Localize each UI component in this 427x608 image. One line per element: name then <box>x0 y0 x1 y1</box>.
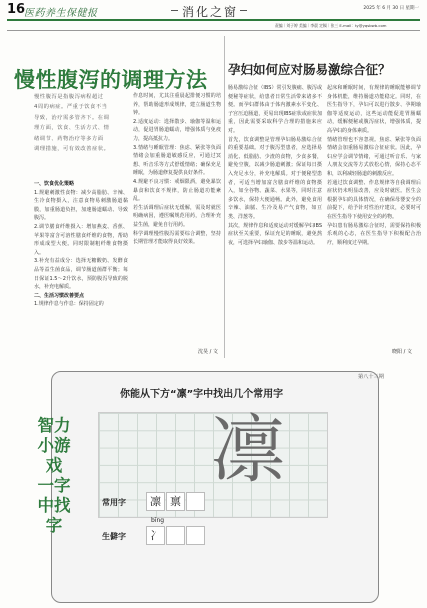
editors-line: 责编｜刘子婷 美编｜李晨 定稿｜张三 E-mail：ty@yqsbwb.com <box>275 23 387 28</box>
left-article-col1 <box>34 180 128 355</box>
paragraph: 情绪管理也不容忽视。焦虑、紧张等负面情绪会加重肠易激综合征症状。因此，孕妇应学会调节情绪，可通过听音乐、与家人朋友交流等方式放松心情，保持心态平和，以利减轻肠道的刺激反应。 <box>327 136 421 177</box>
subheading: 一、饮食优化策略 <box>34 181 75 187</box>
deck-line: 慢性腹泻是指腹泻病程超过 <box>34 94 104 100</box>
common-chars-label: 常用字 <box>102 498 126 507</box>
paragraph: 科学调理慢性腹泻需要综合调整，坚持长期管理才能取得良好效果。 <box>133 230 221 246</box>
paragraph: 若生活调理后症状无缓解，需及时就医明确病因，遵医嘱规范用药，合理补充益生菌，避免自行用药。 <box>133 204 221 228</box>
paragraph: 首先，饮食调整是管理孕妇肠易激综合征的重要基础。对于腹泻型患者，应选择易消化、低脂肪、少渣的食物，少食多餐，避免空腹，以减少肠道刺激；保证每日摄入充足水分，补充电解质。对于便秘型患者，可适当增加富含膳食纤维的食物摄入，如全谷物、蔬菜、水果等，同时注意多饮水，保持大便通畅。此外，避免食用辛辣、油腻、生冷及易产气食物，如豆类、洋葱等。 <box>228 136 322 220</box>
deck-line: 绪调节、药物治疗等多方面 <box>34 135 104 142</box>
puzzle-episode: 第八十三期 <box>358 374 384 380</box>
header-subrule <box>7 30 420 31</box>
paragraph: 1.规避刺激性食物：减少高脂肪、辛辣、生冷食物摄入，注意食物易刺激肠道黏膜，加重肠道负担，加速肠道蠕动、导致腹泻。 <box>34 189 128 222</box>
right-article-author: 晓阳 / 文 <box>392 349 412 355</box>
pinyin-hint: bīng <box>151 517 165 524</box>
left-article-title: 慢性腹泻的调理方法 <box>14 67 208 92</box>
header-rule <box>7 19 420 21</box>
puzzle-title: 智力小游戏 一字中找字 <box>37 416 71 535</box>
answer-cell[interactable]: 凛 <box>146 492 165 511</box>
puzzle-prompt: 你能从下方“凛”字中找出几个常用字 <box>120 389 284 400</box>
paragraph: 3.补充有益成分：选择无糖酸奶、发酵食品等益生菌食品，调节肠道菌群平衡；每日保证1.5～2升饮水，预防腹泻导致的脱水，补充电解质。 <box>34 258 128 291</box>
puzzle-big-character: 凛 <box>211 407 285 493</box>
right-article-col2 <box>327 84 421 346</box>
blank-cell[interactable] <box>166 526 185 545</box>
right-article-title: 孕妇如何应对肠易激综合征？ <box>228 62 391 77</box>
right-article-col1 <box>228 84 322 356</box>
rare-chars-label: 生僻字 <box>102 532 126 541</box>
subheading: 二、生活习惯改善要点 <box>34 292 85 299</box>
paragraph: 作息时间，尤其注重晨起排便习惯的培养，帮助肠道形成规律，建立肠道生物钟。 <box>133 93 221 117</box>
paragraph: 1.规律作息与作息：保持固定的 <box>34 301 104 308</box>
blank-cell[interactable] <box>186 492 205 511</box>
issue-date: 2025 年 6 月 30 日 星期一 <box>363 6 419 11</box>
paragraph: 4.规避不良习惯：戒烟限酒，避免暴饮暴食和饮食不规律，防止肠道功能紊乱。 <box>133 178 221 203</box>
blank-cell[interactable] <box>186 526 205 545</box>
paragraph: 3.情绪与睡眠管理：焦虑、紧张等负面情绪会加重肠道敏感反应，可通过冥想、听音乐等方式舒缓情绪；确保充足睡眠，为肠道修复提供良好条件。 <box>133 144 221 177</box>
paragraph: 其次，规律作息和适度运动对缓解孕妇IBS症状至关重要，保证充足的睡眠，避免熬夜，可选择孕妇瑜伽、散步等温和运动。 <box>228 222 322 246</box>
paragraph: 孕妇患有肠易激综合征时，需要保持积极乐观的心态，在医生指导下积极配合治疗，顺利度过孕期。 <box>327 222 421 246</box>
section-title: 消化之窗 <box>182 5 239 19</box>
paragraph: 起床和睡眠时间，有规律的睡眠能够调节身体机能，维持肠道功能稳定。同时，在医生指导下，孕妇可以进行散步、孕期瑜伽等适度运动，这些运动能促进胃肠蠕动，缓解便秘或腹泻症状，增强体质，提高孕妇的身体素质。 <box>327 85 421 134</box>
left-article-deck <box>34 92 128 175</box>
answer-cell[interactable]: 冫 <box>146 526 165 545</box>
page-number: 16 <box>7 2 26 17</box>
answer-cell[interactable]: 禀 <box>166 492 185 511</box>
paragraph: 2.适度运动：选择散步、瑜伽等温和运动，促进胃肠道蠕动，增强体质与免疫力，提高抵抗力。 <box>133 118 221 142</box>
newspaper-logo: 医药养生保健报 <box>24 8 98 19</box>
deck-line: 理方面，饮食、生活方式、情 <box>34 125 110 132</box>
left-article-col2 <box>133 92 221 342</box>
paragraph: 2.调节膳食纤维摄入：增加燕麦、香蕉、苹果等富含可溶性膳食纤维的食物，帮助形成成型大便。同时限制粗纤维食物摄入。 <box>34 223 128 256</box>
paragraph: 肠易激综合征（IBS）常引发腹痛、腹泻或便秘等症状，给患者日常生活带来诸多不便。而孕妇群体由于体内激素水平变化、子宫压迫肠道，更易出现IBS症状或症状加重，因此需要采取科学合理的措施来应对。 <box>228 85 322 134</box>
left-article-author: 沈昊 / 文 <box>198 349 218 355</box>
deck-line: 导致，治疗需多管齐下。在调 <box>34 114 110 121</box>
deck-line: 调理措施，可有效改善症状。 <box>34 146 110 153</box>
paragraph: 若通过饮食调整、作息规律等自我调理后症状仍未明显改善，应及时就医。医生会根据孕妇的具体情况，在确保母婴安全的前提下，给予针对性治疗建议，必要时可在医生指导下使用安全的药物。 <box>327 179 421 220</box>
deck-line: 4周的病症。严重于饮食不当 <box>34 104 108 111</box>
column-divider <box>224 36 225 358</box>
